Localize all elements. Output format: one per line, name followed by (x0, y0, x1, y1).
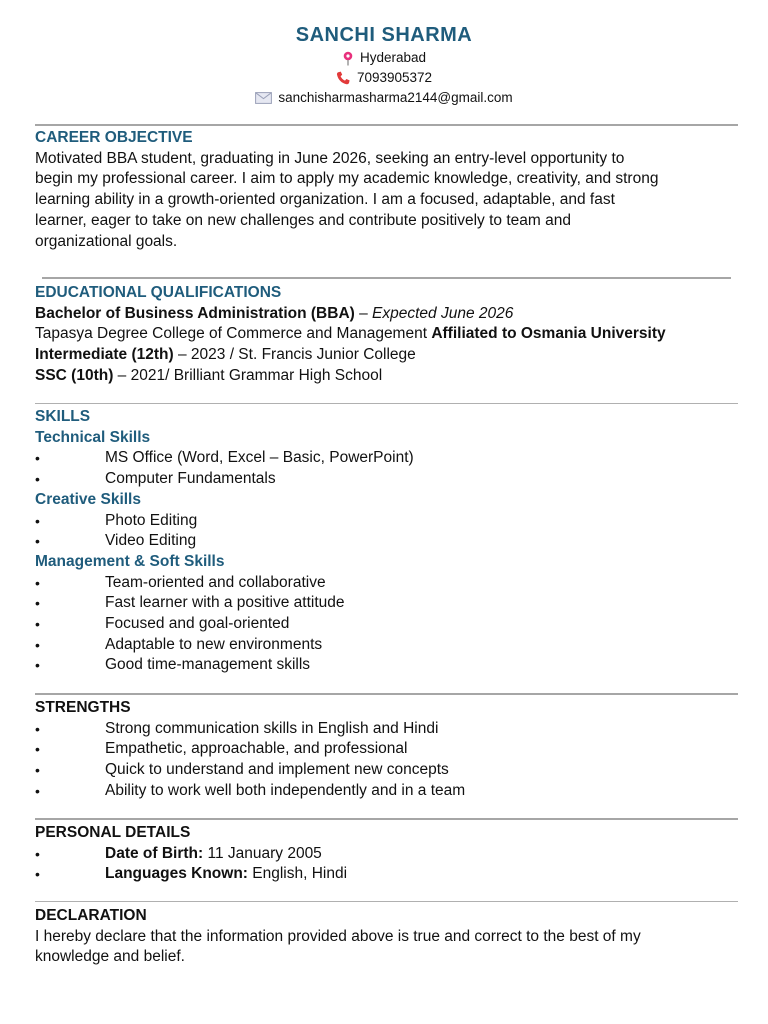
bullet-icon: • (35, 866, 40, 883)
languages-label: Languages Known: (105, 865, 248, 883)
text-line: I hereby declare that the information provided above is true and correct to the best of my (35, 927, 641, 945)
email-text[interactable]: sanchisharmasharma2144@gmail.com (278, 90, 513, 105)
list-item (35, 760, 745, 781)
intermediate-detail: – 2023 / St. Francis Junior College (173, 346, 416, 364)
education-section (35, 283, 745, 387)
list-item (35, 614, 745, 635)
bullet-icon: • (35, 720, 40, 737)
skills-section (35, 407, 745, 676)
degree-name: Bachelor of Business Administration (BBA) (35, 304, 355, 322)
list-item (35, 739, 745, 760)
skill-group-title: Creative Skills (35, 490, 141, 508)
section-title: DECLARATION (35, 907, 147, 924)
intermediate-line (35, 345, 745, 366)
location-pin-icon (342, 51, 354, 66)
list-item (35, 719, 745, 740)
degree-line (35, 304, 745, 325)
intermediate-label: Intermediate (12th) (35, 346, 174, 364)
section-title: SKILLS (35, 408, 91, 425)
section-title: EDUCATIONAL QUALIFICATIONS (35, 284, 282, 301)
list-item-text: Focused and goal-oriented (105, 615, 290, 633)
divider (35, 818, 738, 820)
bullet-icon: • (35, 845, 40, 862)
list-item-text: Team-oriented and collaborative (105, 573, 326, 591)
divider (35, 124, 738, 126)
list-item (35, 448, 745, 469)
bullet-icon: • (35, 762, 40, 779)
skill-group-title: Technical Skills (35, 428, 151, 446)
bullet-icon: • (35, 450, 40, 467)
bullet-icon: • (35, 471, 40, 488)
phone-icon (336, 71, 351, 85)
bullet-icon: • (35, 595, 40, 612)
list-item-text: Video Editing (105, 532, 197, 550)
text-line: organizational goals. (35, 232, 178, 250)
college-line (35, 324, 745, 345)
list-item-text: Adaptable to new environments (105, 635, 323, 653)
divider (35, 403, 738, 404)
list-item (35, 781, 745, 802)
dob-label: Date of Birth: (105, 844, 204, 862)
email-line (0, 88, 768, 108)
list-item (35, 593, 745, 614)
strengths-list (35, 719, 745, 802)
career-objective-section (35, 128, 745, 252)
list-item (35, 511, 745, 532)
phone-line (0, 68, 768, 88)
list-item-text: Quick to understand and implement new concepts (105, 761, 449, 779)
list-item (35, 844, 745, 865)
languages-value: English, Hindi (247, 865, 348, 883)
candidate-name: SANCHI SHARMA (295, 24, 473, 46)
list-item-text: Computer Fundamentals (105, 470, 276, 488)
ssc-label: SSC (10th) (35, 366, 114, 384)
text-line: learner, eager to take on new challenges and contribute positively to team and (35, 211, 571, 229)
declaration-section (35, 906, 745, 968)
text-line: knowledge and belief. (35, 948, 185, 966)
list-item (35, 531, 745, 552)
list-item (35, 469, 745, 490)
skill-group-title: Management & Soft Skills (35, 552, 225, 570)
skill-list (35, 511, 745, 552)
strengths-section (35, 698, 745, 802)
bullet-icon: • (35, 616, 40, 633)
mail-icon (255, 92, 272, 104)
college-name: Tapasya Degree College of Commerce and Management (35, 325, 432, 343)
list-item-text: Fast learner with a positive attitude (105, 594, 345, 612)
skill-list (35, 573, 745, 677)
bullet-icon: • (35, 533, 40, 550)
ssc-detail: – 2021/ Brilliant Grammar High School (113, 366, 383, 384)
location-line (0, 48, 768, 68)
section-title: CAREER OBJECTIVE (35, 129, 193, 146)
bullet-icon: • (35, 657, 40, 674)
list-item-text: MS Office (Word, Excel – Basic, PowerPoint) (105, 449, 414, 467)
text-line: learning ability in a growth-oriented organization. I am a focused, adaptable, and fast (35, 191, 615, 209)
phone-text: 7093905372 (356, 70, 433, 85)
degree-separator: – (354, 304, 373, 322)
personal-list (35, 844, 745, 885)
skill-list (35, 448, 745, 489)
list-item (35, 635, 745, 656)
section-title: PERSONAL DETAILS (35, 824, 191, 841)
bullet-icon: • (35, 512, 40, 529)
list-item-text: Good time-management skills (105, 656, 311, 674)
dob-value: 11 January 2005 (203, 844, 322, 862)
personal-details-section (35, 823, 745, 885)
divider (35, 693, 738, 695)
ssc-line (35, 366, 745, 387)
list-item-text: Empathetic, approachable, and professional (105, 740, 408, 758)
bullet-icon: • (35, 574, 40, 591)
objective-text (35, 149, 745, 253)
list-item-text: Photo Editing (105, 511, 198, 529)
list-item-text: Ability to work well both independently and in a team (105, 781, 466, 799)
list-item (35, 864, 745, 885)
text-line: Motivated BBA student, graduating in June 2026, seeking an entry-level opportunity to (35, 149, 625, 167)
bullet-icon: • (35, 782, 40, 799)
list-item-text: Strong communication skills in English and Hindi (105, 719, 439, 737)
location-text: Hyderabad (359, 50, 427, 65)
bullet-icon: • (35, 741, 40, 758)
text-line: begin my professional career. I aim to apply my academic knowledge, creativity, and strong (35, 170, 659, 188)
section-title: STRENGTHS (35, 699, 131, 716)
divider (35, 901, 738, 902)
degree-expected: Expected June 2026 (372, 304, 514, 322)
divider (42, 277, 731, 279)
list-item (35, 573, 745, 594)
resume-header (0, 22, 768, 108)
college-affiliation: Affiliated to Osmania University (431, 325, 666, 343)
list-item (35, 655, 745, 676)
bullet-icon: • (35, 636, 40, 653)
